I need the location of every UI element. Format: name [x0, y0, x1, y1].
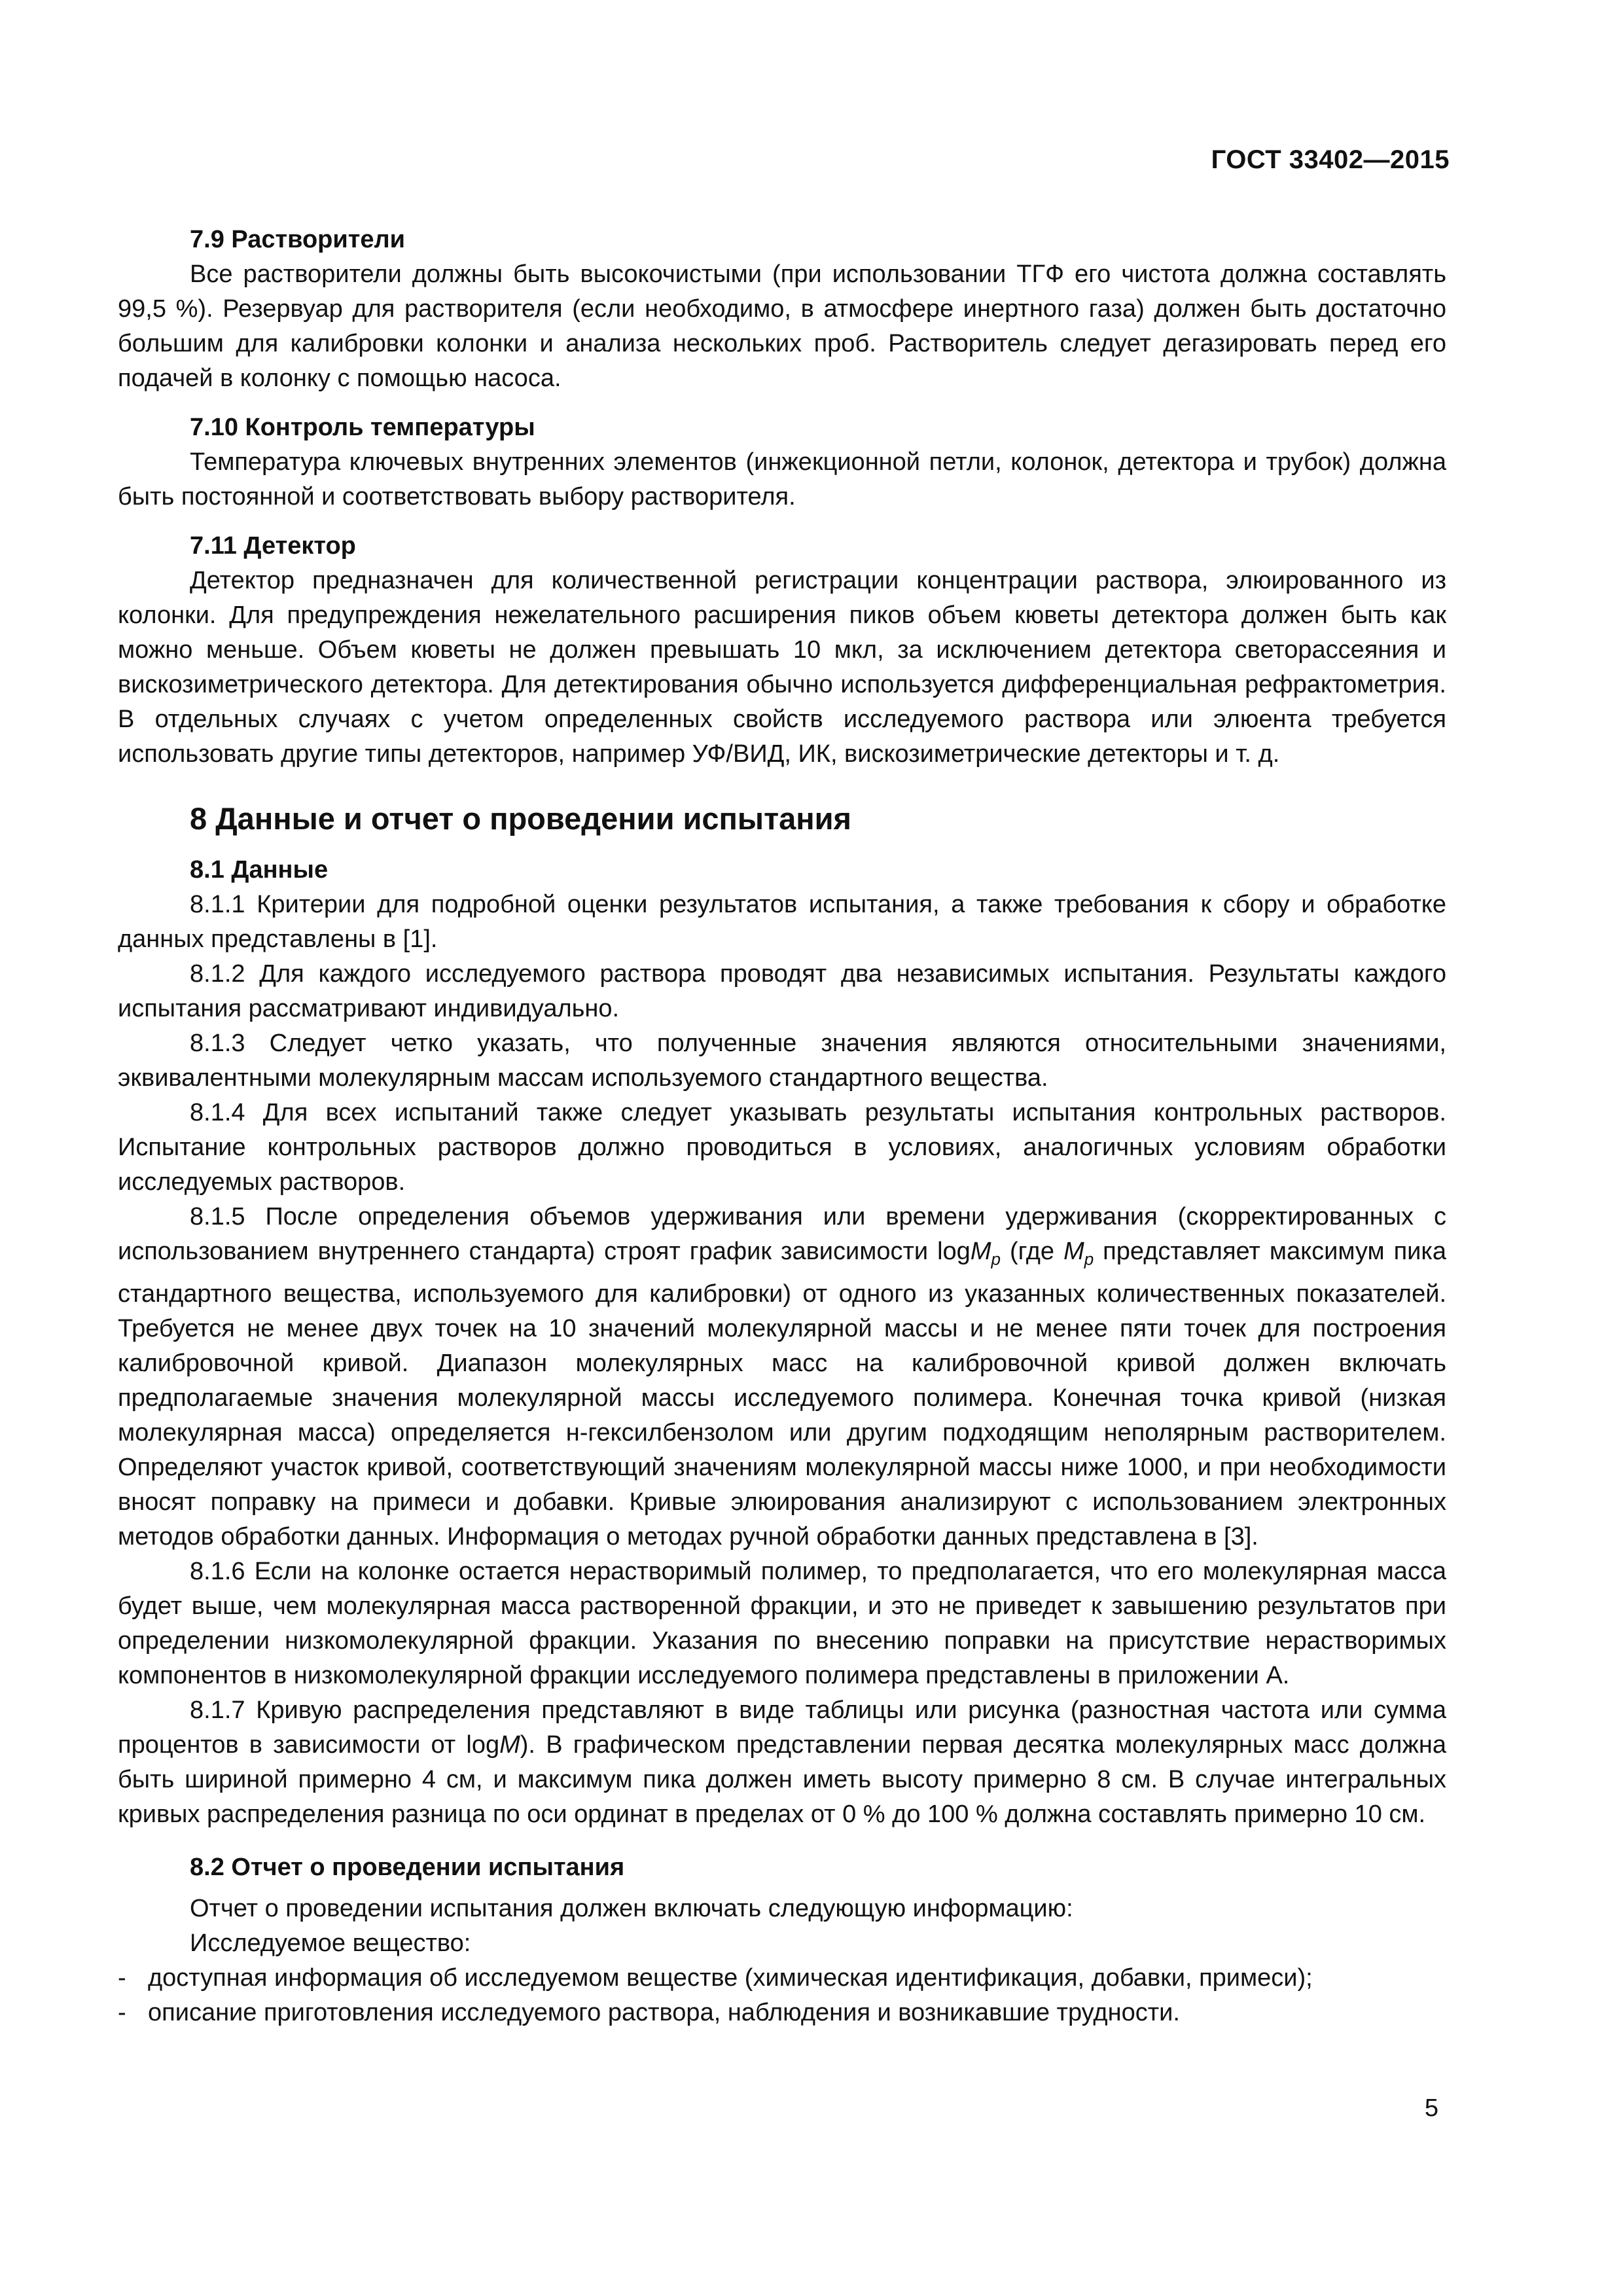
- section-7-9-title: 7.9 Растворители: [190, 226, 405, 253]
- section-7-11-text: Детектор предназначен для количественной регистрации концентрации раствора, элюированного из колонки. Для предупреждения нежелательного расширения пиков объем кюветы детектора должен быть как можно меньше. Объем кюветы не должен превышать 10 мкл, за исключением детектора светорассеяния и вискозиметрического детектора. Для детектирования обычно используется дифференциальная рефрактометрия. В отдельных случаях с учетом определенных свойств исследуемого раствора или элюента требуется использовать другие типы детекторов, например УФ/ВИД, ИК, вискозиметрические детекторы и т. д.: [118, 567, 1446, 768]
- section-7-11-title: 7.11 Детектор: [190, 532, 356, 560]
- clause-8-1-3: 8.1.3 Следует четко указать, что полученные значения являются относительными значениями, эквивалентными молекулярным массам используемого стандартного вещества.: [118, 1030, 1446, 1092]
- clause-8-1-1: 8.1.1 Критерии для подробной оценки результатов испытания, а также требования к сбору и обработке данных представлены в [1].: [118, 891, 1446, 953]
- section-8-2-substance-label: Исследуемое вещество:: [190, 1929, 471, 1957]
- section-8-2-intro: Отчет о проведении испытания должен включать следующую информацию:: [190, 1894, 1073, 1922]
- list-item: - описание приготовления исследуемого раствора, наблюдения и возникавшие трудности.: [118, 1998, 1180, 2026]
- section-7-10-text: Температура ключевых внутренних элементов (инжекционной петли, колонок, детектора и трубок) должна быть постоянной и соответствовать выбору растворителя.: [118, 448, 1446, 511]
- list-item: - доступная информация об исследуемом веществе (химическая идентификация, добавки, примеси);: [118, 1964, 1313, 1992]
- section-7-10-title: 7.10 Контроль температуры: [190, 414, 535, 441]
- clause-8-1-5: 8.1.5 После определения объемов удерживания или времени удерживания (скорректированных с использованием внутреннего стандарта) строят график зависимости logM$_p$ (где $M_p$ представляет максимум пика стандартного вещества, используемого для калибровки) от одного из указанных количественных показателей. Требуется не менее двух точек на 10 значений молекулярной массы и не менее пяти точек для построения калибровочной кривой. Диапазон молекулярных масс на калибровочной кривой должен включать предполагаемые значения молекулярной массы исследуемого полимера. Конечная точка кривой (низкая молекулярная масса) определяется н-гексилбензолом или другим подходящим неполярным растворителем. Определяют участок кривой, соответствующий значениям молекулярной массы ниже 1000, и при необходимости вносят поправку на примеси и добавки. Кривые элюирования анализируют с использованием электронных методов обработки данных. Информация о методах ручной обработки данных представлена в [3].: [118, 1203, 1446, 1551]
- section-7-9-text: Все растворители должны быть высокочистыми (при использовании ТГФ его чистота должна составлять 99,5 %). Резервуар для растворителя (если необходимо, в атмосфере инертного газа) должен быть достаточно большим для калибровки колонки и анализа нескольких проб. Растворитель следует дегазировать перед его подачей в колонку с помощью насоса.: [118, 260, 1446, 392]
- clause-8-1-7: 8.1.7 Кривую распределения представляют в виде таблицы или рисунка (разностная частота или сумма процентов в зависимости от logM). В графическом представлении первая десятка молекулярных масс должна быть шириной примерно 4 см, и максимум пика должен иметь высоту примерно 8 см. В случае интегральных кривых распределения разница по оси ординат в пределах от 0 % до 100 % должна составлять примерно 10 см.: [118, 1696, 1446, 1828]
- page-content: [118, 223, 1446, 2030]
- section-8-1-title: 8.1 Данные: [190, 856, 329, 884]
- section-8-title: 8 Данные и отчет о проведении испытания: [190, 801, 851, 836]
- clause-8-1-6: 8.1.6 Если на колонке остается нерастворимый полимер, то предполагается, что его молекулярная масса будет выше, чем молекулярная масса растворенной фракции, и это не приведет к завышению результатов при определении низкомолекулярной фракции. Указания по внесению поправки на присутствие нерастворимых компонентов в низкомолекулярной фракции исследуемого полимера представлены в приложении А.: [118, 1557, 1446, 1689]
- standard-number: ГОСТ 33402—2015: [1211, 145, 1450, 174]
- clause-8-1-4: 8.1.4 Для всех испытаний также следует указывать результаты испытания контрольных растворов. Испытание контрольных растворов должно проводиться в условиях, аналогичных условиям обработки исследуемых растворов.: [118, 1099, 1446, 1196]
- section-8-2-title: 8.2 Отчет о проведении испытания: [190, 1853, 625, 1881]
- clause-8-1-2: 8.1.2 Для каждого исследуемого раствора проводят два независимых испытания. Результаты каждого испытания рассматривают индивидуально.: [118, 960, 1446, 1022]
- page-number: 5: [1424, 2094, 1438, 2122]
